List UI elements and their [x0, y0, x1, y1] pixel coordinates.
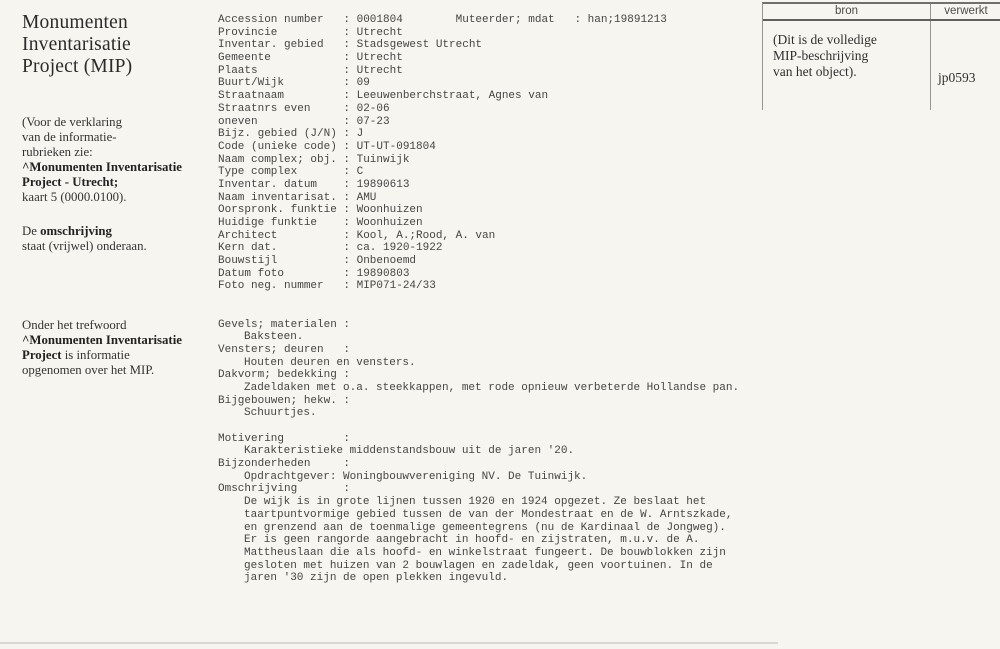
field-label: Inventar. gebied [218, 39, 324, 52]
field-value: Stadsgewest Utrecht [356, 39, 483, 52]
stamp-bron-note: (Dit is de volledige MIP-beschrijving van het object). [763, 21, 931, 110]
field-value: Onbenoemd [356, 255, 417, 268]
field-label: Oorspronk. funktie [218, 204, 337, 217]
description-sections [218, 433, 739, 585]
field-colon: : [343, 343, 351, 356]
record-section [218, 395, 739, 420]
field-label: Gemeente [218, 52, 271, 65]
field-value: Tuinwijk [356, 153, 410, 166]
field-colon: : [343, 229, 351, 242]
section-body [218, 331, 739, 344]
record-section [218, 344, 739, 369]
section-label: Gevels; materialen [218, 318, 337, 331]
record-field-row [218, 116, 739, 129]
record-field-row [218, 77, 739, 90]
stamp-table-header [763, 4, 1000, 21]
field-label: Straatnrs even [218, 102, 311, 115]
field-colon: : [343, 77, 351, 90]
section-header-row [218, 395, 739, 408]
section-body [218, 445, 739, 458]
field-colon: : [343, 394, 351, 407]
muteerder-value: han;19891213 [587, 14, 667, 26]
title-line-3: Project (MIP) [22, 56, 133, 77]
section-text-line: gesloten met huizen van 2 bouwlagen en zadeldak, geen voortuinen. In de [244, 559, 713, 572]
record-field-row [218, 255, 739, 268]
section-text-line: Baksteen. [244, 331, 304, 344]
page-title [22, 12, 132, 78]
field-colon: : [574, 14, 582, 26]
record-field-row [218, 230, 739, 243]
field-label: Foto neg. nummer [218, 280, 324, 293]
section-body [218, 357, 739, 370]
field-colon: : [343, 318, 351, 331]
field-colon: : [343, 140, 351, 153]
field-label: Plaats [218, 64, 258, 77]
section-text-line: en grenzend aan de toenmalige gemeentegrens (nu de Kardinaal de Jongweg). [244, 521, 726, 534]
field-label: Type complex [218, 166, 298, 179]
section-body [218, 407, 739, 420]
field-value: Utrecht [356, 64, 403, 77]
section-label: Motivering [218, 432, 285, 445]
field-value: Kool, A.;Rood, A. van [356, 229, 496, 242]
field-colon: : [343, 52, 351, 65]
record-field-row [218, 179, 739, 192]
note-trefwoord: Onder het trefwoord ^Monumenten Inventarisatie Project is informatie opgenomen over het MIP. [22, 318, 182, 377]
record-section [218, 433, 739, 458]
field-colon: : [343, 153, 351, 166]
field-colon: : [343, 166, 351, 179]
section-header-row [218, 369, 739, 382]
field-label: Inventar. datum [218, 178, 318, 191]
field-colon: : [343, 39, 351, 52]
record-field-row [218, 103, 739, 116]
section-text-line: Schuurtjes. [244, 407, 317, 420]
field-colon: : [343, 128, 351, 141]
record-field-row [218, 280, 739, 293]
field-colon: : [343, 267, 351, 280]
record-field-row [218, 65, 739, 78]
section-body [218, 382, 739, 395]
record-field-list [218, 27, 739, 293]
note-verklaring: (Voor de verklaring van de informatie- rubrieken zie: ^Monumenten Inventarisatie Project - Utrecht; kaart 5 (0000.0100). [22, 115, 182, 204]
record-section [218, 483, 739, 585]
section-header-row [218, 458, 739, 471]
record-field-row [218, 128, 739, 141]
stamp-table-body [763, 21, 1000, 110]
section-body [218, 496, 739, 585]
record-field-row [218, 242, 739, 255]
record-field-row [218, 217, 739, 230]
field-value: 02-06 [356, 102, 390, 115]
section-header-row [218, 319, 739, 332]
stamp-verwerkt-code: jp0593 [938, 70, 976, 85]
field-label: Kern dat. [218, 242, 278, 255]
field-value: MIP071-24/33 [356, 280, 436, 293]
record-field-row [218, 268, 739, 281]
field-label: Code (unieke code) [218, 140, 337, 153]
field-colon: : [343, 369, 351, 382]
field-colon: : [343, 115, 351, 128]
section-label: Dakvorm; bedekking [218, 369, 337, 382]
section-label: Bijgebouwen; hekw. [218, 394, 337, 407]
section-label: Vensters; deuren [218, 343, 324, 356]
section-text-line: Er is geen rangorde aangebracht in hoofd- en zijstraten, m.u.v. de A. [244, 534, 700, 547]
section-body [218, 471, 739, 484]
stamp-table [762, 2, 1000, 110]
field-colon: : [343, 178, 351, 191]
field-label: Naam inventarisat. [218, 191, 337, 204]
section-header-row [218, 433, 739, 446]
section-label: Bijzonderheden [218, 458, 311, 471]
field-colon: : [343, 280, 351, 293]
field-colon: : [343, 102, 351, 115]
field-colon: : [343, 26, 351, 39]
field-label: Bijz. gebied (J/N) [218, 128, 337, 141]
record-section [218, 369, 739, 394]
stamp-col-verwerkt-header: verwerkt [944, 5, 988, 17]
section-text-line: Houten deuren en vensters. [244, 356, 416, 369]
field-label: Architect [218, 229, 278, 242]
field-value: Utrecht [356, 26, 403, 39]
muteerder-label: Muteerder; mdat [455, 14, 555, 26]
field-value: UT-UT-091804 [356, 140, 436, 153]
field-value: Utrecht [356, 52, 403, 65]
record-field-row [218, 90, 739, 103]
record-field-row [218, 166, 739, 179]
record-field-row [218, 52, 739, 65]
field-value: 09 [356, 77, 370, 90]
section-text-line: Zadeldaken met o.a. steekkappen, met rode opnieuw verbeterde Hollandse pan. [244, 381, 740, 394]
field-colon: : [343, 191, 351, 204]
section-header-row [218, 483, 739, 496]
accession-number-value: 0001804 [356, 14, 403, 26]
bottom-scan-rule [0, 642, 778, 644]
field-label: Datum foto [218, 267, 285, 280]
section-header-row [218, 344, 739, 357]
field-label: Huidige funktie [218, 217, 318, 229]
field-value: 19890803 [356, 267, 410, 280]
field-colon: : [343, 255, 351, 268]
field-value: Woonhuizen [356, 217, 423, 229]
stamp-col-bron-header: bron [763, 4, 931, 19]
field-value: Leeuwenberchstraat, Agnes van [356, 90, 549, 103]
field-colon: : [343, 458, 351, 471]
record-field-row [218, 27, 739, 40]
field-colon: : [343, 432, 351, 445]
note-omschrijving: De omschrijving staat (vrijwel) onderaan. [22, 224, 147, 253]
title-line-2: Inventarisatie [22, 34, 131, 55]
record-field-row [218, 39, 739, 52]
field-value: C [356, 166, 364, 179]
field-label: Naam complex; obj. [218, 153, 337, 166]
record-section [218, 319, 739, 344]
field-label: Provincie [218, 26, 278, 39]
field-value: J [356, 128, 364, 141]
field-label: oneven [218, 115, 258, 128]
field-value: ca. 1920-1922 [356, 242, 443, 255]
section-text-line: Opdrachtgever: Woningbouwvereniging NV. De Tuinwijk. [244, 470, 588, 483]
section-text-line: Mattheuslaan die als hoofd- en winkelstraat fungeert. De bouwblokken zijn [244, 546, 726, 559]
field-colon: : [343, 483, 351, 496]
field-label: Bouwstijl [218, 255, 278, 268]
section-text-line: taartpuntvormige gebied tussen de van der Mondestraat en de W. Arntszkade, [244, 508, 733, 521]
record-row-accession [218, 14, 739, 27]
field-colon: : [343, 242, 351, 255]
section-text-line: jaren '30 zijn de open plekken ingevuld. [244, 572, 509, 585]
field-value: 19890613 [356, 178, 410, 191]
record-field-row [218, 192, 739, 205]
field-value: 07-23 [356, 115, 390, 128]
field-colon: : [343, 14, 351, 26]
section-label: Omschrijving [218, 483, 298, 496]
record-field-row [218, 204, 739, 217]
field-colon: : [343, 217, 351, 229]
field-label: Accession number [218, 14, 324, 26]
record-field-row [218, 141, 739, 154]
building-sections [218, 319, 739, 421]
record-block [218, 14, 739, 585]
record-field-row [218, 154, 739, 167]
field-label: Straatnaam [218, 90, 285, 103]
record-section [218, 458, 739, 483]
field-label: Buurt/Wijk [218, 77, 285, 90]
title-line-1: Monumenten [22, 12, 128, 33]
field-value: Woonhuizen [356, 204, 423, 217]
field-value: AMU [356, 191, 377, 204]
section-text-line: Karakteristieke middenstandsbouw uit de jaren '20. [244, 445, 575, 458]
field-colon: : [343, 90, 351, 103]
section-text-line: De wijk is in grote lijnen tussen 1920 en 1924 opgezet. Ze beslaat het [244, 496, 707, 509]
field-colon: : [343, 204, 351, 217]
field-colon: : [343, 64, 351, 77]
